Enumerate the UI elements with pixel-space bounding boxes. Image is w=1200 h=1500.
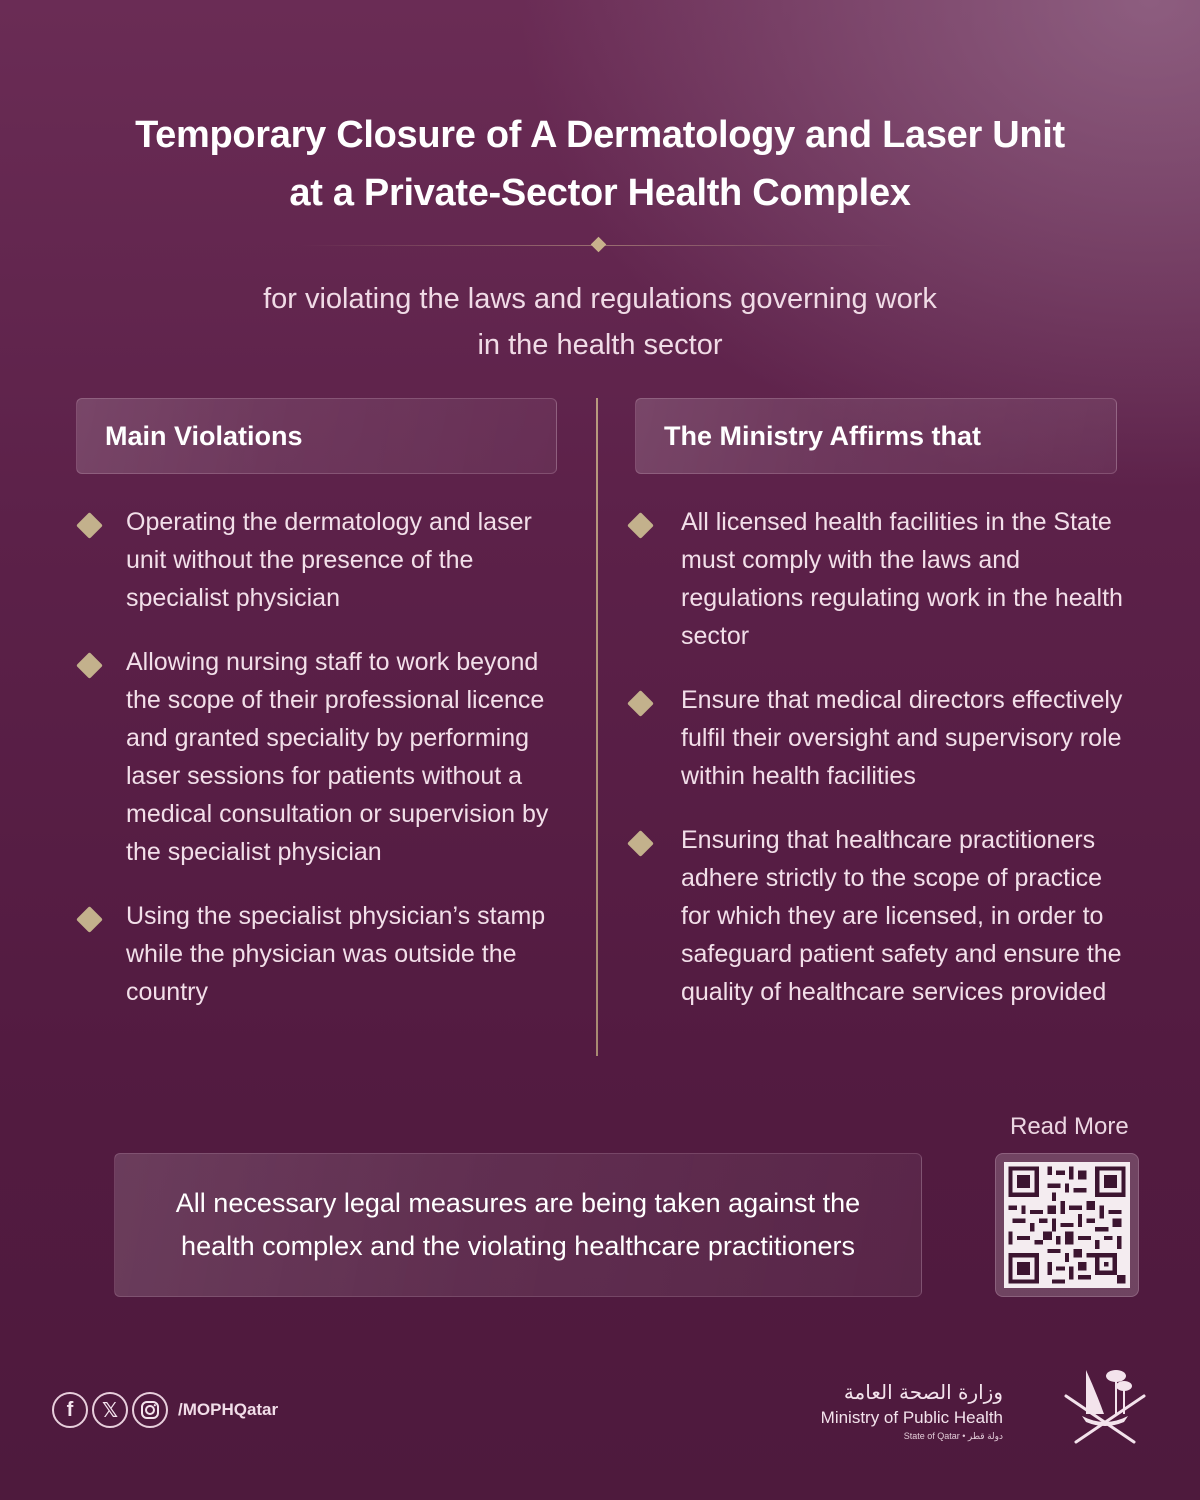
violation-item <box>76 503 556 617</box>
violation-item <box>76 897 556 1011</box>
subtitle-line-2: in the health sector <box>477 329 723 361</box>
affirmation-text: All licensed health facilities in the State must comply with the laws and regulations regulating work in the health sector <box>681 508 1123 650</box>
violation-text: Using the specialist physician’s stamp while the physician was outside the country <box>126 902 546 1006</box>
title-line-2: at a Private-Sector Health Complex <box>289 172 911 214</box>
facebook-icon[interactable]: f <box>52 1392 88 1428</box>
legal-measures-banner <box>114 1153 922 1297</box>
violations-list <box>76 503 556 1037</box>
affirmation-text: Ensuring that healthcare practitioners adhere strictly to the scope of practice for which they are licensed, in order to safeguard patient safety and ensure the quality of healthcare services provided <box>681 826 1122 1006</box>
diamond-bullet-icon <box>76 652 103 679</box>
social-handle[interactable]: /MOPHQatar <box>178 1400 279 1419</box>
banner-line-2: health complex and the violating healthcare practitioners <box>181 1231 855 1261</box>
violation-text: Allowing nursing staff to work beyond the scope of their professional licence and granted speciality by performing laser sessions for patients without a medical consultation or supervision by the specialist physician <box>126 648 549 866</box>
subtitle-line-1: for violating the laws and regulations governing work <box>263 283 937 315</box>
affirmations-header <box>635 398 1117 474</box>
banner-text <box>176 1182 860 1268</box>
affirmation-item <box>627 503 1127 655</box>
moph-arabic-name: وزارة الصحة العامة <box>843 1380 1003 1404</box>
violation-text: Operating the dermatology and laser unit without the presence of the specialist physician <box>126 508 532 612</box>
banner-line-1: All necessary legal measures are being taken against the <box>175 1188 861 1218</box>
title-line-1: Temporary Closure of A Dermatology and Laser Unit <box>135 114 1065 156</box>
instagram-icon[interactable] <box>132 1392 168 1428</box>
qr-code-icon[interactable] <box>1004 1162 1130 1288</box>
violation-item <box>76 643 556 871</box>
moph-logo <box>820 1358 1150 1448</box>
qr-code-frame[interactable] <box>995 1153 1139 1297</box>
divider-diamond-icon <box>591 237 607 253</box>
column-divider <box>596 398 598 1056</box>
affirmation-text: Ensure that medical directors effectively fulfil their oversight and supervisory role within health facilities <box>681 686 1123 790</box>
qatar-emblem-icon <box>1060 1358 1150 1448</box>
affirmations-heading: The Ministry Affirms that <box>664 420 982 451</box>
read-more-label: Read More <box>1010 1113 1129 1140</box>
violations-heading: Main Violations <box>105 420 303 451</box>
moph-english-name: Ministry of Public Health <box>820 1408 1003 1427</box>
page-subtitle <box>0 276 1200 368</box>
page-title <box>0 106 1200 222</box>
x-icon[interactable]: 𝕏 <box>92 1392 128 1428</box>
affirmation-item <box>627 821 1127 1011</box>
diamond-bullet-icon <box>76 512 103 539</box>
diamond-bullet-icon <box>627 830 654 857</box>
violations-header <box>76 398 557 474</box>
moph-state-line: State of Qatar • دولة قطر <box>903 1431 1003 1441</box>
affirmations-list <box>627 503 1127 1037</box>
diamond-bullet-icon <box>76 906 103 933</box>
affirmation-item <box>627 681 1127 795</box>
social-links <box>52 1392 278 1428</box>
diamond-bullet-icon <box>627 690 654 717</box>
diamond-bullet-icon <box>627 512 654 539</box>
